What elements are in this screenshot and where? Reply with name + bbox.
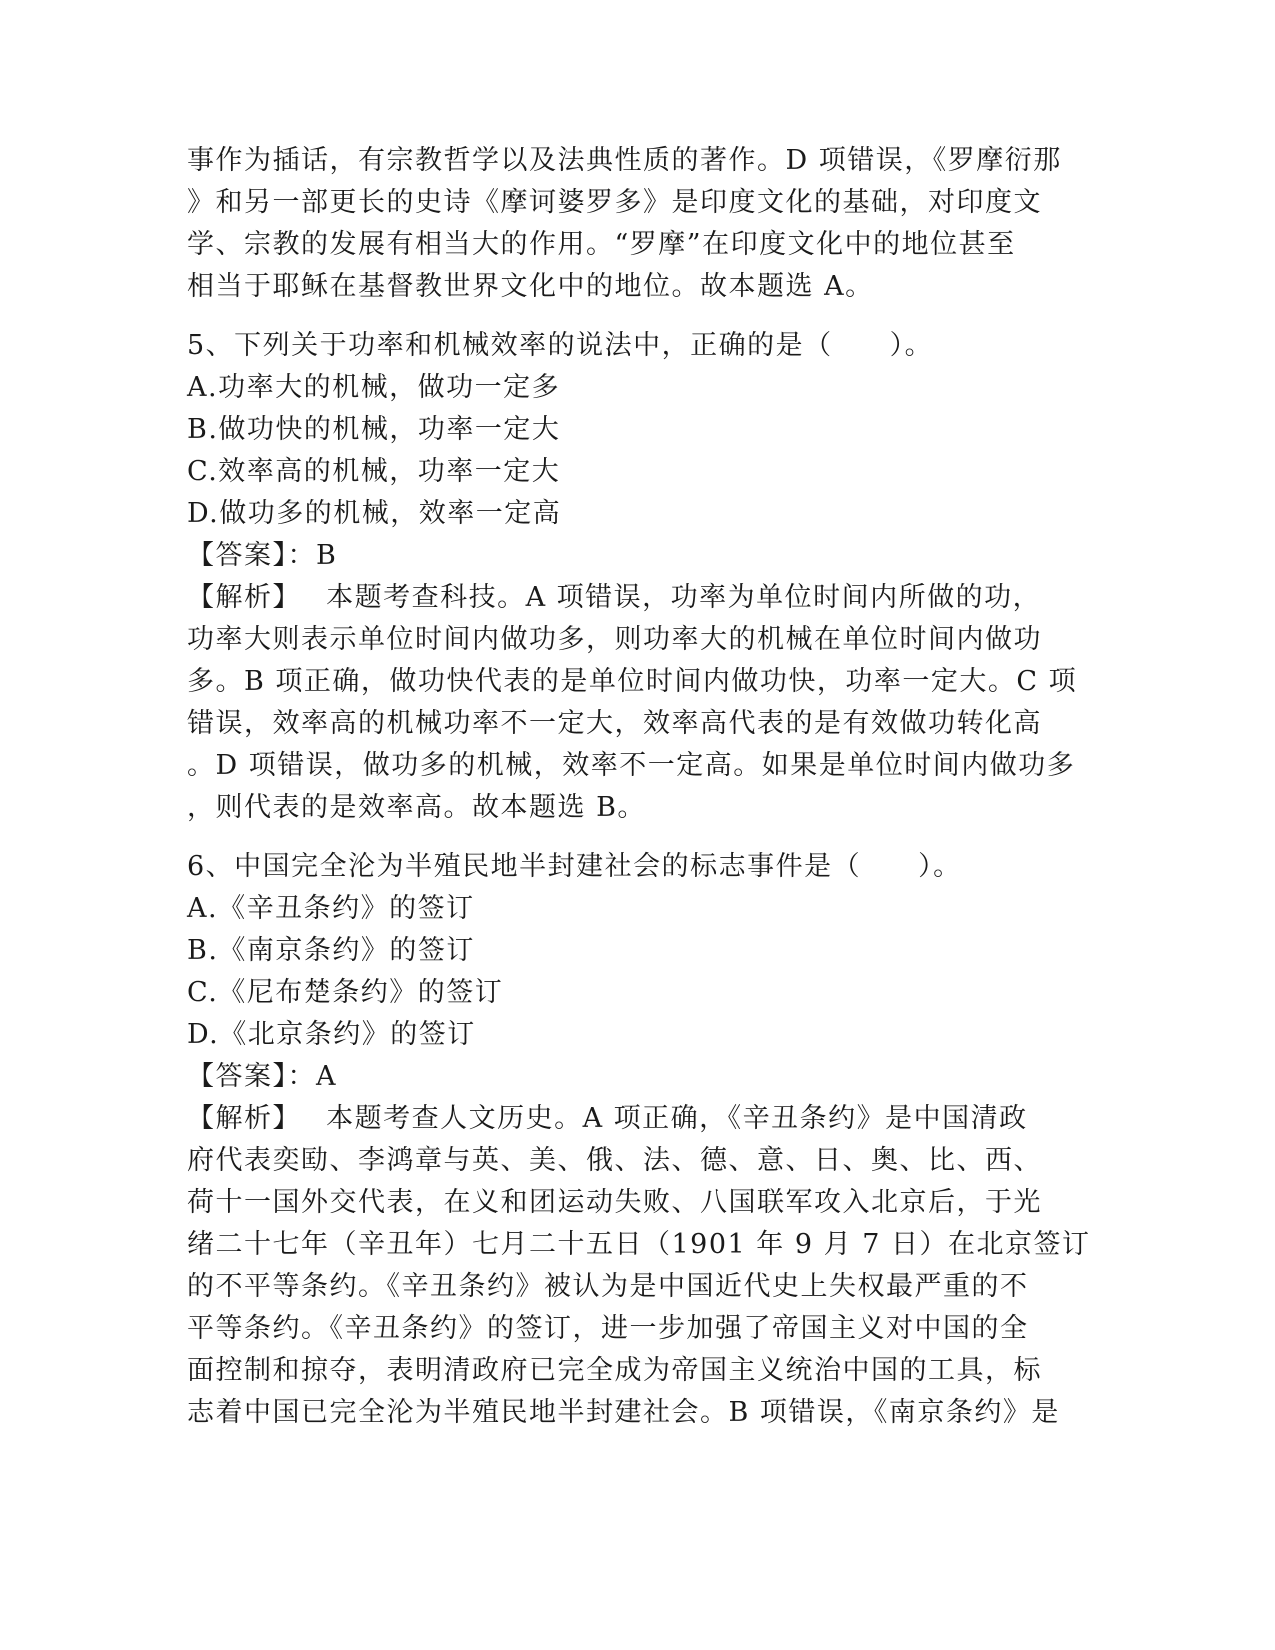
question-6-analysis-line: 平等条约。《辛丑条约》的签订，进一步加强了帝国主义对中国的全 — [187, 1313, 1029, 1344]
question-5-analysis-line: 错误，效率高的机械功率不一定大，效率高代表的是有效做功转化高 — [187, 708, 1042, 739]
question-6-analysis-line: 荷十一国外交代表，在义和团运动失败、八国联军攻入北京后，于光 — [187, 1187, 1042, 1218]
question-6-option-d: D.《北京条约》的签订 — [187, 1019, 476, 1050]
question-6-analysis-line: 面控制和掠夺，表明清政府已完全成为帝国主义统治中国的工具，标 — [187, 1355, 1042, 1386]
paragraph-line: 相当于耶稣在基督教世界文化中的地位。故本题选 A。 — [187, 271, 874, 302]
question-6-option-b: B.《南京条约》的签订 — [187, 935, 475, 966]
question-5-analysis-line: 【解析】 本题考查科技。A 项错误，功率为单位时间内所做的功， — [187, 582, 1042, 613]
question-5-stem: 5、下列关于功率和机械效率的说法中，正确的是（ ）。 — [187, 330, 934, 361]
question-6-analysis-line: 绪二十七年（辛丑年）七月二十五日（1901 年 9 月 7 日）在北京签订 — [187, 1229, 1091, 1260]
paragraph-line: 》和另一部更长的史诗《摩诃婆罗多》是印度文化的基础，对印度文 — [187, 187, 1042, 218]
question-6-analysis-line: 的不平等条约。《辛丑条约》被认为是中国近代史上失权最严重的不 — [187, 1271, 1029, 1302]
question-5-analysis-line: ，则代表的是效率高。故本题选 B。 — [187, 792, 646, 823]
question-5-analysis-line: 功率大则表示单位时间内做功多，则功率大的机械在单位时间内做功 — [187, 624, 1042, 655]
question-6-stem: 6、中国完全沦为半殖民地半封建社会的标志事件是（ ）。 — [187, 851, 962, 882]
question-6-analysis-line: 志着中国已完全沦为半殖民地半封建社会。B 项错误，《南京条约》是 — [187, 1397, 1060, 1428]
question-5-analysis-line: 。D 项错误，做功多的机械，效率不一定高。如果是单位时间内做功多 — [187, 750, 1076, 781]
question-5-option-a: A.功率大的机械，做功一定多 — [187, 372, 561, 403]
question-5-option-d: D.做功多的机械，效率一定高 — [187, 498, 562, 529]
question-6-answer: 【答案】：A — [187, 1061, 337, 1092]
paragraph-line: 学、宗教的发展有相当大的作用。“罗摩”在印度文化中的地位甚至 — [187, 229, 1016, 260]
question-5-answer: 【答案】：B — [187, 540, 338, 571]
question-5-analysis-line: 多。B 项正确，做功快代表的是单位时间内做功快，功率一定大。C 项 — [187, 666, 1078, 697]
question-6-analysis-line: 府代表奕劻、李鸿章与英、美、俄、法、德、意、日、奥、比、西、 — [187, 1145, 1042, 1176]
question-6-option-c: C.《尼布楚条约》的签订 — [187, 977, 504, 1008]
question-5-option-b: B.做功快的机械，功率一定大 — [187, 414, 561, 445]
question-5-option-c: C.效率高的机械，功率一定大 — [187, 456, 561, 487]
question-6-option-a: A.《辛丑条约》的签订 — [187, 893, 475, 924]
paragraph-line: 事作为插话，有宗教哲学以及法典性质的著作。D 项错误，《罗摩衍那 — [187, 145, 1062, 176]
question-6-analysis-line: 【解析】 本题考查人文历史。A 项正确，《辛丑条约》是中国清政 — [187, 1103, 1028, 1134]
